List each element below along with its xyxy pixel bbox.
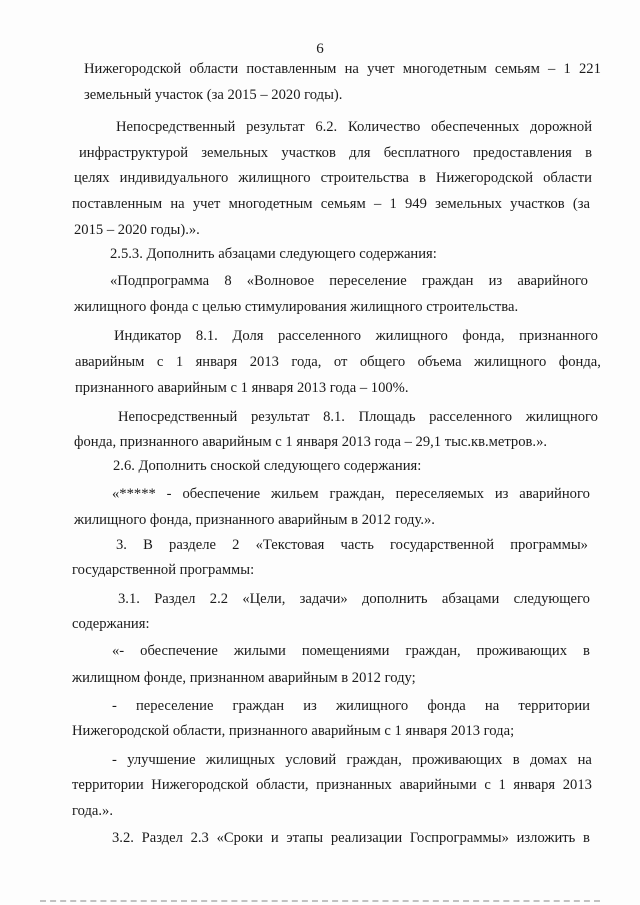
word: фонда	[427, 698, 466, 714]
word: 8	[224, 273, 232, 289]
word: Площадь	[358, 409, 416, 425]
word: поставленным	[72, 196, 163, 212]
word: помещениями	[301, 643, 390, 659]
word: из	[303, 698, 317, 714]
text-line	[112, 644, 590, 659]
text-line	[114, 329, 598, 344]
text-line: фонда, признанного аварийным с 1 января 2013 года – 29,1 тыс.кв.метров.».	[74, 434, 548, 450]
word: расселенного	[278, 328, 362, 344]
text-line	[112, 487, 590, 502]
word: граждан	[232, 698, 285, 714]
word: 1	[498, 777, 506, 793]
word: в	[583, 643, 590, 659]
word: следующего	[513, 591, 590, 607]
word: от	[333, 354, 348, 370]
text-line	[72, 197, 590, 212]
word: 8.1.	[195, 328, 218, 344]
word: участков	[281, 145, 336, 161]
word: Индикатор	[114, 328, 182, 344]
text-line	[112, 699, 590, 714]
word: 2.3	[190, 830, 209, 846]
word: жилищного	[525, 409, 598, 425]
word: фонда,	[558, 354, 601, 370]
text-line	[118, 592, 590, 607]
word: 3.2.	[112, 830, 134, 846]
word: жильем	[271, 486, 319, 502]
word: 221	[578, 61, 601, 77]
word: области	[543, 170, 592, 186]
word: -	[112, 752, 117, 768]
text-line	[112, 831, 590, 846]
word: на	[577, 752, 592, 768]
word: предоставления	[473, 145, 572, 161]
word: семьям	[320, 196, 366, 212]
word: Непосредственный	[118, 409, 238, 425]
word: обеспечение	[182, 486, 261, 502]
word: в	[418, 170, 426, 186]
word: поставленным	[246, 61, 337, 77]
word: обеспечение	[140, 643, 218, 659]
word: «-	[112, 643, 125, 659]
word: 1	[175, 354, 184, 370]
word: переселение	[329, 273, 407, 289]
word: государственной	[390, 537, 495, 553]
word: разделе	[169, 537, 216, 553]
word: 8.1.	[323, 409, 345, 425]
word: жилищного	[335, 698, 409, 714]
word: этапы	[286, 830, 324, 846]
word: граждан,	[346, 752, 402, 768]
word: из	[488, 273, 503, 289]
word: –	[548, 61, 556, 77]
word: в	[583, 830, 590, 846]
text-line	[116, 538, 588, 553]
scan-edge-artifact	[40, 900, 600, 902]
word: Раздел	[141, 830, 183, 846]
word: условий	[285, 752, 337, 768]
text-line	[75, 355, 601, 370]
word: января	[513, 777, 556, 793]
word: и	[270, 830, 279, 846]
word: земельных	[435, 196, 502, 212]
word: Раздел	[154, 591, 196, 607]
text-line: жилищного фонда с целью стимулирования жилищного строительства.	[74, 299, 519, 315]
text-line: жилищном фонде, признанном аварийным в 2012 году;	[72, 670, 416, 686]
word: дорожной	[530, 119, 592, 135]
word: инфраструктурой	[79, 145, 189, 161]
text-line: содержания:	[72, 616, 150, 632]
word: территории	[518, 698, 590, 714]
word: программы»	[510, 537, 588, 553]
word: аварийного	[517, 273, 588, 289]
word: граждан,	[329, 486, 385, 502]
word: Доля	[232, 328, 264, 344]
word: признанного	[519, 328, 598, 344]
word: улучшение	[127, 752, 196, 768]
word: Нижегородской	[151, 777, 249, 793]
word: изложить	[516, 830, 576, 846]
text-line: 2.6. Дополнить сноской следующего содержания:	[113, 458, 422, 474]
word: 3.	[116, 537, 127, 553]
word: многодетным	[402, 61, 487, 77]
word: для	[349, 145, 371, 161]
word: 3.1.	[118, 591, 140, 607]
text-line	[110, 274, 588, 289]
word: 2013	[249, 354, 279, 370]
word: признанных	[316, 777, 392, 793]
word: Госпрограммы»	[409, 830, 509, 846]
text-line	[84, 62, 601, 77]
word: 1	[563, 61, 571, 77]
word: «Волновое	[246, 273, 315, 289]
word: строительства	[320, 170, 409, 186]
word: переселяемых	[395, 486, 484, 502]
text-line: 2.5.3. Дополнить абзацами следующего содержания:	[110, 246, 437, 262]
word: обеспеченных	[431, 119, 520, 135]
word: с	[484, 777, 491, 793]
word: абзацами	[441, 591, 500, 607]
word: проживающих	[476, 643, 568, 659]
word: на	[484, 698, 500, 714]
word: в	[512, 752, 520, 768]
word: целях	[74, 170, 110, 186]
word: жилищного	[474, 354, 547, 370]
word: реализации	[330, 830, 403, 846]
text-line: жилищного фонда, признанного аварийным в 2012 году.».	[74, 512, 435, 528]
text-line: Нижегородской области, признанного аварийным с 1 января 2013 года;	[72, 723, 515, 739]
word: на	[170, 196, 185, 212]
word: «Сроки	[216, 830, 264, 846]
word: Непосредственный	[116, 119, 236, 135]
word: жилыми	[233, 643, 286, 659]
word: из	[494, 486, 509, 502]
word: области,	[256, 777, 309, 793]
word: результат	[250, 409, 310, 425]
word: В	[143, 537, 153, 553]
text-line: года.».	[72, 803, 113, 819]
word: участков	[510, 196, 565, 212]
word: области	[189, 61, 239, 77]
word: фонда,	[462, 328, 505, 344]
word: 2.2	[209, 591, 229, 607]
word: расселенного	[429, 409, 513, 425]
word: объема	[417, 354, 462, 370]
word: учет	[192, 196, 221, 212]
word: многодетным	[228, 196, 313, 212]
page-number: 6	[316, 41, 324, 57]
word: (за	[572, 196, 590, 212]
word: учет	[367, 61, 395, 77]
word: Нижегородской	[84, 61, 182, 77]
word: граждан	[421, 273, 474, 289]
word: земельных	[201, 145, 269, 161]
word: проживающих	[412, 752, 503, 768]
word: аварийным	[75, 354, 145, 370]
word: -	[166, 486, 172, 502]
word: аварийного	[519, 486, 590, 502]
word: жилищного	[238, 170, 311, 186]
text-line	[72, 778, 592, 793]
word: «*****	[112, 486, 156, 502]
text-line	[118, 410, 598, 425]
word: дополнить	[361, 591, 428, 607]
word: «Цели,	[242, 591, 286, 607]
text-line	[79, 146, 592, 161]
word: 1	[389, 196, 397, 212]
text-line	[74, 171, 592, 186]
word: семьям	[494, 61, 540, 77]
word: 2013	[562, 777, 592, 793]
word: домах	[529, 752, 568, 768]
word: на	[344, 61, 359, 77]
word: года,	[291, 354, 322, 370]
text-line: 2015 – 2020 годы).».	[74, 222, 200, 238]
word: -	[112, 698, 117, 714]
word: Нижегородской	[435, 170, 534, 186]
word: задачи»	[299, 591, 348, 607]
text-line	[112, 753, 592, 768]
word: индивидуального	[119, 170, 229, 186]
word: 949	[405, 196, 427, 212]
word: Количество	[347, 119, 421, 135]
word: общего	[359, 354, 406, 370]
word: «Подпрограмма	[110, 273, 210, 289]
word: переселение	[136, 698, 214, 714]
word: в	[585, 145, 592, 161]
word: аварийными	[399, 777, 477, 793]
text-line: земельный участок (за 2015 – 2020 годы).	[84, 87, 343, 103]
word: с	[156, 354, 164, 370]
text-line	[116, 120, 592, 135]
word: жилищных	[205, 752, 276, 768]
word: бесплатного	[383, 145, 460, 161]
word: 2	[232, 537, 240, 553]
word: «Текстовая	[255, 537, 325, 553]
word: граждан,	[405, 643, 461, 659]
word: часть	[340, 537, 374, 553]
word: жилищного	[375, 328, 448, 344]
word: территории	[72, 777, 144, 793]
word: результат	[246, 119, 305, 135]
word: 6.2.	[315, 119, 338, 135]
text-line: государственной программы:	[72, 562, 255, 578]
text-line: признанного аварийным с 1 января 2013 года – 100%.	[75, 380, 409, 396]
word: –	[373, 196, 382, 212]
word: января	[195, 354, 238, 370]
